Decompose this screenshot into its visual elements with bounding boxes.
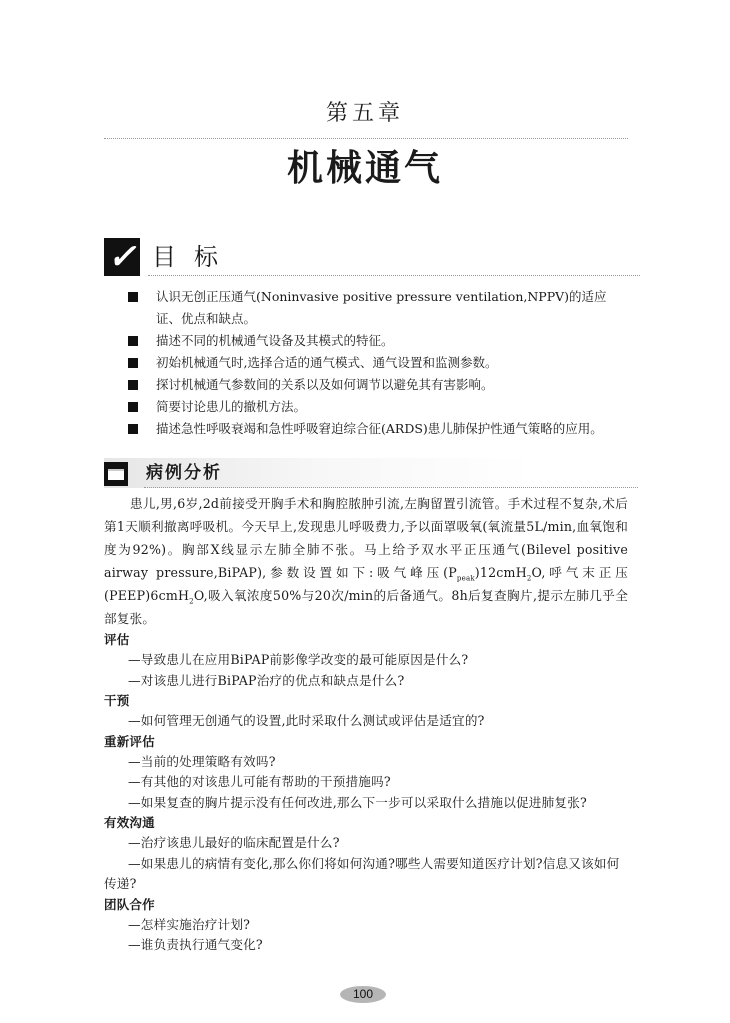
objectives-heading: 目标 xyxy=(152,243,236,271)
section-heading: 评估 xyxy=(104,632,130,647)
objective-text: 描述急性呼吸衰竭和急性呼吸窘迫综合征(ARDS)患儿肺保护性通气策略的应用。 xyxy=(156,421,603,436)
question: —如果患儿的病情有变化,那么你们将如何沟通?哪些人需要知道医疗计划?信息又该如何传递? xyxy=(104,855,620,891)
objective-item xyxy=(128,374,628,396)
case-heading: 病例分析 xyxy=(146,463,222,483)
question: —当前的处理策略有效吗? xyxy=(128,753,276,769)
question: —有其他的对该患儿可能有帮助的干预措施吗? xyxy=(128,774,391,789)
objective-text: 初始机械通气时,选择合适的通气模式、通气设置和监测参数。 xyxy=(156,355,498,370)
bullet-square-icon xyxy=(128,336,138,346)
para-text: 患儿,男,6岁,2d前接受开胸手术和胸腔脓肿引流,左胸留置引流管。手术过程不复杂,术后第1天顺利撤离呼吸机。今天早上,发现患儿呼吸费力,予以面罩吸氧(氧流量5L/min,血氧饱和度为92%)。胸部X线显示左肺全肺不张。马上给予双水平正压通气(Bilevel positive airway pressure,BiPAP),参数设置如下:吸气峰压(P xyxy=(104,496,628,580)
case-paragraph xyxy=(104,492,628,630)
para-text: )12cmH xyxy=(474,565,527,580)
chapter-divider xyxy=(104,138,628,139)
bullet-square-icon xyxy=(128,358,138,368)
page-body xyxy=(104,238,628,1023)
objective-item xyxy=(128,330,628,352)
question: —治疗该患儿最好的临床配置是什么? xyxy=(128,835,340,850)
checkmark-icon: ✓ xyxy=(104,238,140,276)
objective-text: 探讨机械通气参数间的关系以及如何调节以避免其有害影响。 xyxy=(156,377,494,392)
folder-icon xyxy=(104,462,128,486)
section-heading: 有效沟通 xyxy=(104,815,155,830)
question: —对该患儿进行BiPAP治疗的优点和缺点是什么? xyxy=(128,672,405,688)
question: —如何管理无创通气的设置,此时采取什么测试或评估是适宜的? xyxy=(128,713,485,728)
objectives-divider xyxy=(148,275,640,276)
chapter-label: 第五章 xyxy=(325,101,404,126)
objective-item xyxy=(128,418,628,440)
question: —如果复查的胸片提示没有任何改进,那么下一步可以采取什么措施以促进肺复张? xyxy=(128,794,587,810)
bullet-square-icon xyxy=(128,380,138,390)
case-header xyxy=(104,458,638,488)
subscript: 2 xyxy=(526,574,532,583)
question: —谁负责执行通气变化? xyxy=(128,937,263,952)
objective-item xyxy=(128,286,628,330)
objective-text: 认识无创正压通气(Noninvasive positive pressure ventilation,NPPV)的适应证、优点和缺点。 xyxy=(156,289,607,326)
subscript: 2 xyxy=(189,597,194,606)
question: —怎样实施治疗计划? xyxy=(128,916,251,932)
page-number: 100 xyxy=(340,986,386,1003)
bullet-square-icon xyxy=(128,292,138,302)
subscript: peak xyxy=(456,574,475,583)
chapter-title: 机械通气 xyxy=(286,147,443,189)
section-heading: 重新评估 xyxy=(104,733,155,749)
objective-text: 描述不同的机械通气设备及其模式的特征。 xyxy=(156,333,394,348)
objective-item xyxy=(128,352,628,374)
question: —导致患儿在应用BiPAP前影像学改变的最可能原因是什么? xyxy=(128,652,469,667)
objective-text: 简要讨论患儿的撤机方法。 xyxy=(156,399,307,414)
case-questions xyxy=(104,630,628,956)
para-text: O,呼气末正压(PEEP)6cmH xyxy=(104,565,628,603)
objective-item xyxy=(128,396,628,418)
case-divider xyxy=(144,487,638,488)
objectives-header xyxy=(104,238,628,276)
para-text: O,吸入氧浓度50%与20次/min的后备通气。8h后复查胸片,提示左肺几乎全部复张。 xyxy=(104,588,628,626)
bullet-square-icon xyxy=(128,424,138,434)
section-heading: 团队合作 xyxy=(104,896,155,912)
bullet-square-icon xyxy=(128,402,138,412)
section-heading: 干预 xyxy=(104,693,130,708)
objectives-list xyxy=(128,286,628,440)
